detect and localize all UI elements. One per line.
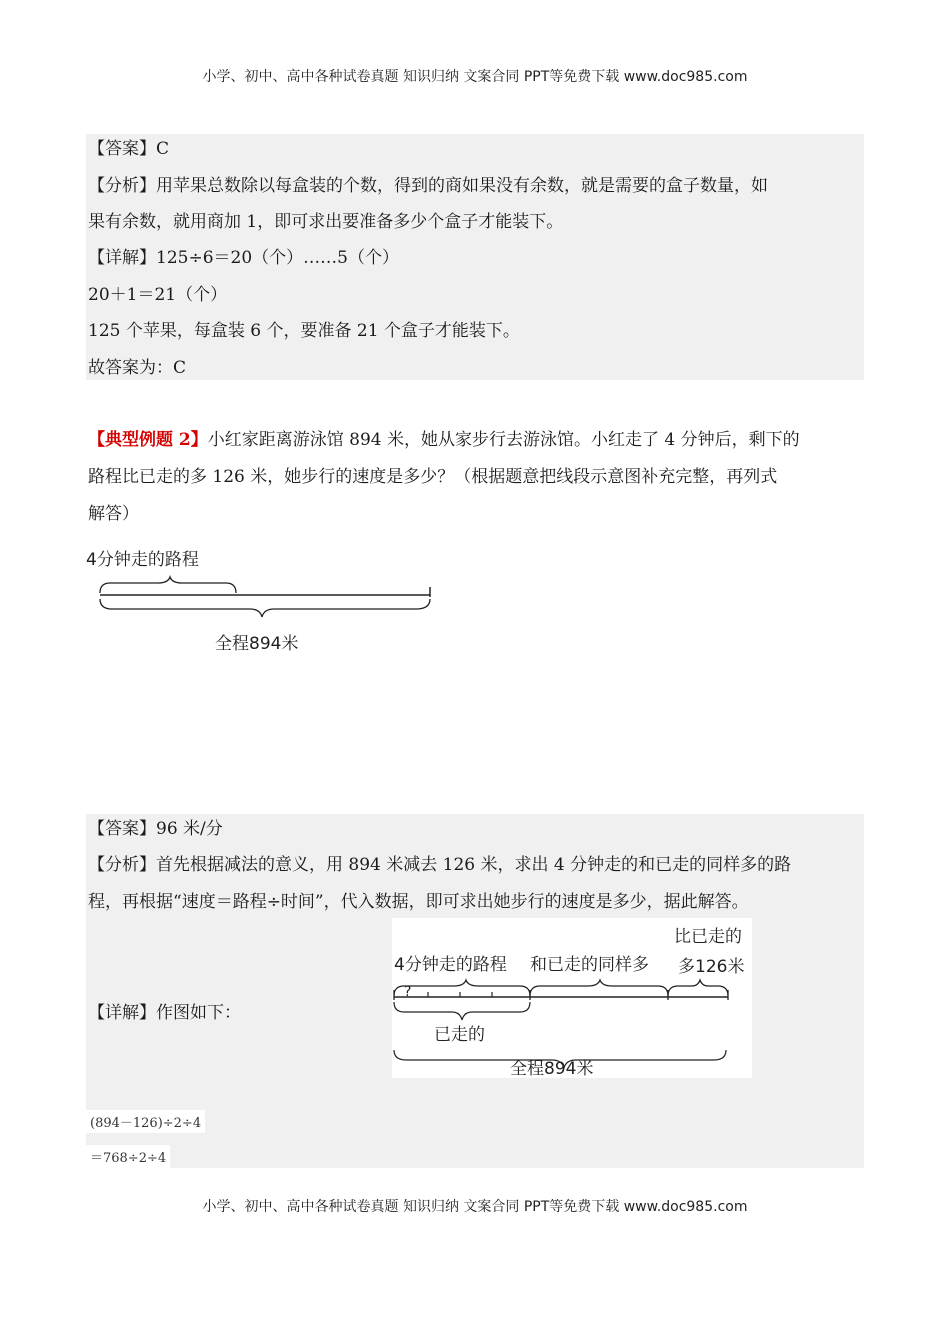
equation-line-2: ＝768÷2÷4 (86, 1145, 170, 1168)
analysis-1-line2: 果有余数，就用商加 1，即可求出要准备多少个盒子才能装下。 (88, 212, 564, 232)
detail-2: 【详解】作图如下： (88, 1003, 241, 1023)
answer-2: 【答案】96 米/分 (88, 819, 223, 839)
conclusion-1: 故答案为：C (88, 358, 187, 378)
diagram-2-same-label: 和已走的同样多 (530, 955, 649, 975)
example-2-text-3: 解答） (88, 504, 139, 524)
diagram-2 (392, 918, 752, 1078)
diagram-2-question-mark: ? (404, 984, 412, 1000)
diagram-2-walked-label: 已走的 (434, 1025, 485, 1045)
equation-line-1: (894－126)÷2÷4 (86, 1110, 205, 1133)
diagram-1-segments (90, 575, 440, 625)
detail-1-line1: 【详解】125÷6＝20（个）……5（个） (88, 248, 399, 268)
detail-1-line3: 125 个苹果，每盒装 6 个，要准备 21 个盒子才能装下。 (88, 321, 520, 341)
diagram-1-top-label: 4分钟走的路程 (86, 550, 199, 570)
example-2-text-2: 路程比已走的多 126 米，她步行的速度是多少？（根据题意把线段示意图补充完整，再列式 (88, 467, 778, 487)
analysis-1-line1: 【分析】用苹果总数除以每盒装的个数，得到的商如果没有余数，就是需要的盒子数量，如 (88, 176, 768, 196)
page-header: 小学、初中、高中各种试卷真题 知识归纳 文案合同 PPT等免费下载 www.doc985.com (202, 69, 748, 85)
diagram-2-4min-label: 4分钟走的路程 (394, 955, 507, 975)
analysis-2-line2: 程，再根据“速度＝路程÷时间”，代入数据，即可求出她步行的速度是多少，据此解答。 (88, 892, 749, 912)
detail-1-line2: 20＋1＝21（个） (88, 285, 228, 305)
diagram-2-more-label-2: 多126米 (678, 957, 745, 977)
analysis-2-line1: 【分析】首先根据减法的意义，用 894 米减去 126 米，求出 4 分钟走的和已走的同样多的路 (88, 855, 792, 875)
example-2-question (88, 422, 860, 533)
example-2-tag: 【典型例题 2】 (88, 430, 208, 450)
diagram-2-more-label-1: 比已走的 (674, 927, 742, 947)
page-footer: 小学、初中、高中各种试卷真题 知识归纳 文案合同 PPT等免费下载 www.doc985.com (202, 1199, 748, 1215)
diagram-1-bottom-label: 全程894米 (215, 634, 299, 654)
answer-1: 【答案】C (88, 139, 170, 159)
diagram-2-total-label: 全程894米 (510, 1059, 594, 1079)
example-2-text-1: 小红家距离游泳馆 894 米，她从家步行去游泳馆。小红走了 4 分钟后，剩下的 (207, 430, 800, 450)
